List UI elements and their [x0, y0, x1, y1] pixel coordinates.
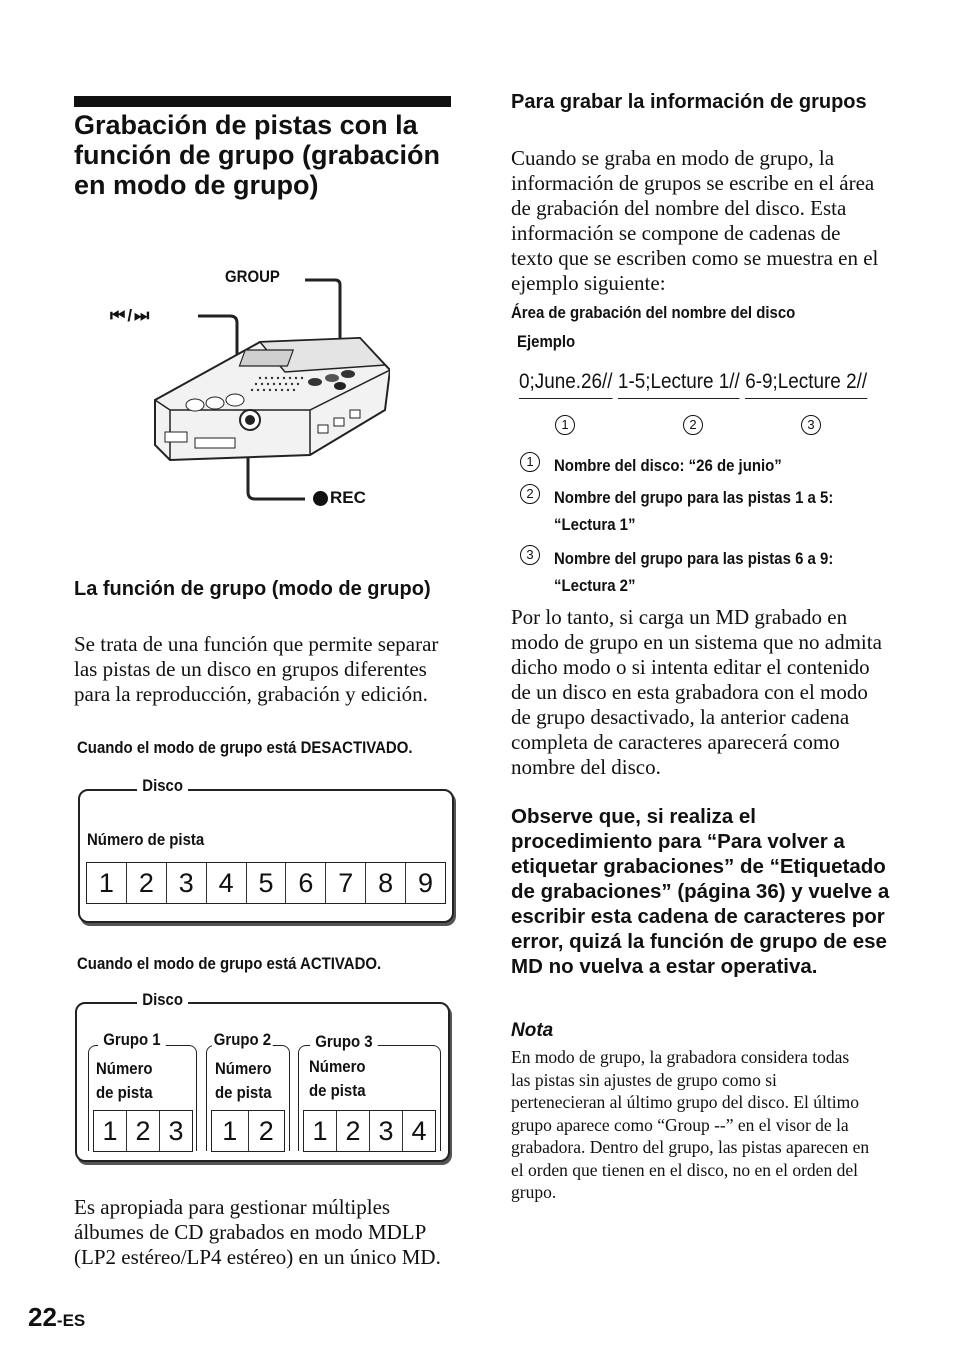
note-title: Nota: [511, 1020, 554, 1041]
legend-text: Nombre del disco: “26 de junio”: [554, 456, 782, 475]
skip-buttons-label: ⏮ / ⏭: [110, 306, 150, 325]
device-illustration: [100, 260, 390, 510]
group-3-cells: [303, 1110, 436, 1152]
group-3-track-label: Número de pista: [309, 1057, 366, 1100]
track-cell: 2: [248, 1111, 285, 1151]
group-1-name: Grupo 1: [98, 1030, 166, 1050]
group-2-track-label: Número de pista: [215, 1059, 272, 1102]
disc-label-on: Disco: [137, 990, 188, 1010]
rec-button-label: REC: [313, 488, 366, 508]
track-cell: 2: [126, 1111, 159, 1151]
track-number-label-off: Número de pista: [87, 830, 205, 849]
track-cell: 5: [246, 863, 286, 903]
example-label: Ejemplo: [517, 332, 576, 351]
group-2-name: Grupo 2: [213, 1030, 272, 1049]
record-dot-icon: [313, 491, 328, 506]
track-cell: 4: [402, 1111, 435, 1151]
group-3-name: Grupo 3: [310, 1032, 378, 1052]
example-part-disc: 0;June.26//: [519, 370, 613, 399]
record-info-body: Cuando se graba en modo de grupo, la información de grupos se escribe en el área de grabación del nombre del disco. Esta información se compone de cadenas de texto que se escriben como se muestra en el ejemplo siguiente:: [511, 146, 879, 295]
track-cell: 2: [336, 1111, 369, 1151]
marker-1: 1: [555, 415, 575, 435]
marker-2: 2: [683, 415, 703, 435]
legend-number: 3: [520, 545, 540, 565]
track-cell: 9: [405, 863, 445, 903]
group-button-label: GROUP: [225, 267, 280, 286]
track-cell: 7: [325, 863, 365, 903]
legend-number: 1: [520, 452, 540, 472]
track-cell: 1: [102, 1115, 118, 1146]
legend-item-1: [520, 452, 874, 479]
track-cell: 2: [126, 863, 166, 903]
group-2-cells: [211, 1110, 285, 1152]
track-cells-off: [86, 862, 446, 904]
group-on-caption: Cuando el modo de grupo está ACTIVADO.: [77, 954, 382, 973]
track-cell: 8: [365, 863, 405, 903]
warning-paragraph: Observe que, si realiza el procedimiento para “Para volver a etiquetar grabaciones” de “Etiquetado de grabaciones” (página 36) y vuelve a escribir esta cadena de caracteres por error, quizá la función de grupo de ese MD no vuelva a estar operativa.: [511, 805, 890, 978]
next-track-icon: ⏭: [134, 306, 150, 325]
legend-text: Nombre del grupo para las pistas 6 a 9: “Lectura 2”: [554, 549, 834, 595]
page-title: Grabación de pistas con la función de grupo (grabación en modo de grupo): [74, 110, 440, 200]
legend-text: Nombre del grupo para las pistas 1 a 5: “Lectura 1”: [554, 488, 834, 534]
marker-3: 3: [801, 415, 821, 435]
example-part-group-1: 1-5;Lecture 1//: [618, 370, 740, 399]
track-cell: 1: [312, 1115, 328, 1146]
disc-label-off: Disco: [137, 776, 188, 796]
example-string: [519, 370, 867, 399]
example-part-group-2: 6-9;Lecture 2//: [745, 370, 867, 399]
track-cell: 6: [285, 863, 325, 903]
track-cell: 3: [166, 863, 206, 903]
page-number: 22-ES: [28, 1302, 86, 1332]
md-recorder-drawing: [100, 260, 390, 510]
track-cell: 1: [98, 867, 114, 898]
group-function-heading: La función de grupo (modo de grupo): [74, 578, 431, 600]
previous-track-icon: ⏮: [110, 306, 126, 325]
legend-item-2: [520, 484, 909, 538]
track-cell: 4: [206, 863, 246, 903]
title-rule: [74, 96, 451, 107]
legend-number: 2: [520, 484, 540, 504]
track-cell: 1: [222, 1115, 238, 1146]
record-info-heading: Para grabar la información de grupos: [511, 91, 867, 113]
note-body: En modo de grupo, la grabadora considera todas las pistas sin ajustes de grupo como si pertenecieran al último grupo del disco. El último grupo aparece como “Group --” en el visor de la grabadora. Dentro del grupo, las pistas aparecen en el orden que tienen en el disco, no en el orden del grupo.: [511, 1047, 870, 1202]
group-off-caption: Cuando el modo de grupo está DESACTIVADO.: [77, 738, 413, 757]
track-cell: 3: [159, 1111, 192, 1151]
group-1-track-label: Número de pista: [96, 1059, 153, 1102]
after-example-paragraph: Por lo tanto, si carga un MD grabado en modo de grupo en un sistema que no admita dicho modo o si intenta editar el contenido de un disco en esta grabadora con el modo de grupo desactivado, la anterior cadena completa de caracteres aparecerá como nombre del disco.: [511, 605, 882, 779]
legend-item-3: [520, 545, 909, 599]
group-1-cells: [93, 1110, 193, 1152]
disc-name-area-label: Área de grabación del nombre del disco: [511, 303, 796, 322]
group-function-body: Se trata de una función que permite separar las pistas de un disco en grupos diferentes para la reproducción, grabación y edición.: [74, 632, 439, 706]
track-cell: 3: [369, 1111, 402, 1151]
mdlp-paragraph: Es apropiada para gestionar múltiples álbumes de CD grabados en modo MDLP (LP2 estéreo/LP4 estéreo) en un único MD.: [74, 1195, 441, 1269]
